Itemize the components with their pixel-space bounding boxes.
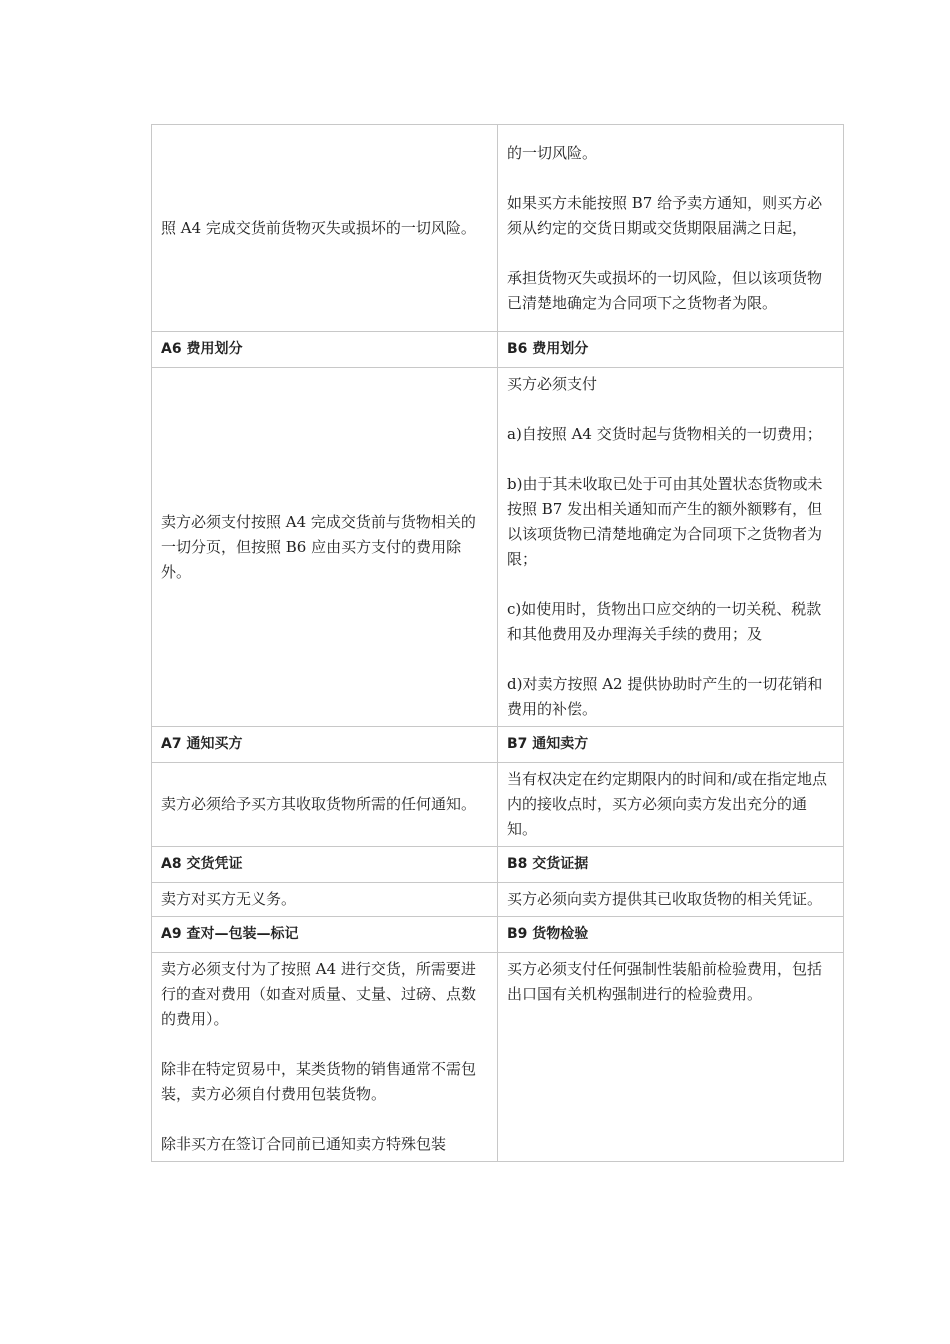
paragraph: 卖方必须支付按照 A4 完成交货前与货物相关的一切分页，但按照 B6 应由买方支付的费用除外。 [161, 512, 476, 581]
seller-obligation-cell [152, 368, 498, 727]
buyer-obligation-cell [498, 883, 844, 917]
paragraph: 卖方必须给予买方其收取货物所需的任何通知。 [161, 795, 477, 813]
table-row-a8-b8 [152, 883, 844, 917]
section-heading: A6 费用划分 [152, 332, 498, 368]
table-row-a7-b7 [152, 763, 844, 847]
incoterms-obligations-table [151, 124, 844, 1162]
paragraph: 照 A4 完成交货前货物灭失或损坏的一切风险。 [161, 218, 476, 237]
table-header-row-a9-b9 [152, 917, 844, 953]
paragraph: 除非在特定贸易中，某类货物的销售通常不需包装，卖方必须自付费用包装货物。 [161, 1060, 477, 1103]
section-heading: A8 交货凭证 [152, 847, 498, 883]
paragraph: 买方必须支付 [507, 375, 598, 393]
paragraph: 买方必须支付任何强制性装船前检验费用，包括出口国有关机构强制进行的检验费用。 [507, 960, 823, 1003]
paragraph: 承担货物灭失或损坏的一切风险，但以该项货物已清楚地确定为合同项下之货物者为限。 [507, 268, 823, 312]
section-heading: B9 货物检验 [498, 917, 844, 953]
section-heading: B7 通知卖方 [498, 727, 844, 763]
section-heading: B6 费用划分 [498, 332, 844, 368]
table-row-a5-b5-continued [152, 125, 844, 332]
seller-obligation-cell [152, 125, 498, 332]
buyer-obligation-cell [498, 953, 844, 1162]
buyer-obligation-cell [498, 125, 844, 332]
section-heading: B8 交货证据 [498, 847, 844, 883]
paragraph: 当有权决定在约定期限内的时间和/或在指定地点内的接收点时，买方必须向卖方发出充分的通知。 [507, 770, 828, 838]
section-heading: A9 查对—包装—标记 [152, 917, 498, 953]
paragraph: 卖方对买方无义务。 [161, 890, 297, 908]
table-row-a6-b6 [152, 368, 844, 727]
paragraph: a)自按照 A4 交货时起与货物相关的一切费用； [507, 425, 822, 443]
buyer-obligation-cell [498, 763, 844, 847]
paragraph: 卖方必须支付为了按照 A4 进行交货，所需要进行的查对费用（如查对质量、丈量、过磅、点数的费用）。 [161, 960, 477, 1028]
paragraph: d)对卖方按照 A2 提供协助时产生的一切花销和费用的补偿。 [507, 675, 823, 718]
paragraph: 如果买方未能按照 B7 给予卖方通知，则买方必须从约定的交货日期或交货期限届满之日起， [507, 193, 823, 237]
section-heading: A7 通知买方 [152, 727, 498, 763]
paragraph: 的一切风险。 [507, 143, 598, 162]
table-row-a9-b9 [152, 953, 844, 1162]
paragraph: c)如使用时，货物出口应交纳的一切关税、税款和其他费用及办理海关手续的费用；及 [507, 600, 822, 643]
buyer-obligation-cell [498, 368, 844, 727]
seller-obligation-cell [152, 953, 498, 1162]
seller-obligation-cell [152, 883, 498, 917]
seller-obligation-cell [152, 763, 498, 847]
table-header-row-a7-b7 [152, 727, 844, 763]
document-page [151, 124, 844, 1162]
paragraph: 买方必须向卖方提供其已收取货物的相关凭证。 [507, 890, 823, 908]
table-header-row-a6-b6 [152, 332, 844, 368]
table-header-row-a8-b8 [152, 847, 844, 883]
paragraph: b)由于其未收取已处于可由其处置状态货物或未按照 B7 发出相关通知而产生的额外额夥有，但以该项货物已清楚地确定为合同项下之货物者为限； [507, 475, 823, 568]
paragraph: 除非买方在签订合同前已通知卖方特殊包装 [161, 1135, 447, 1153]
